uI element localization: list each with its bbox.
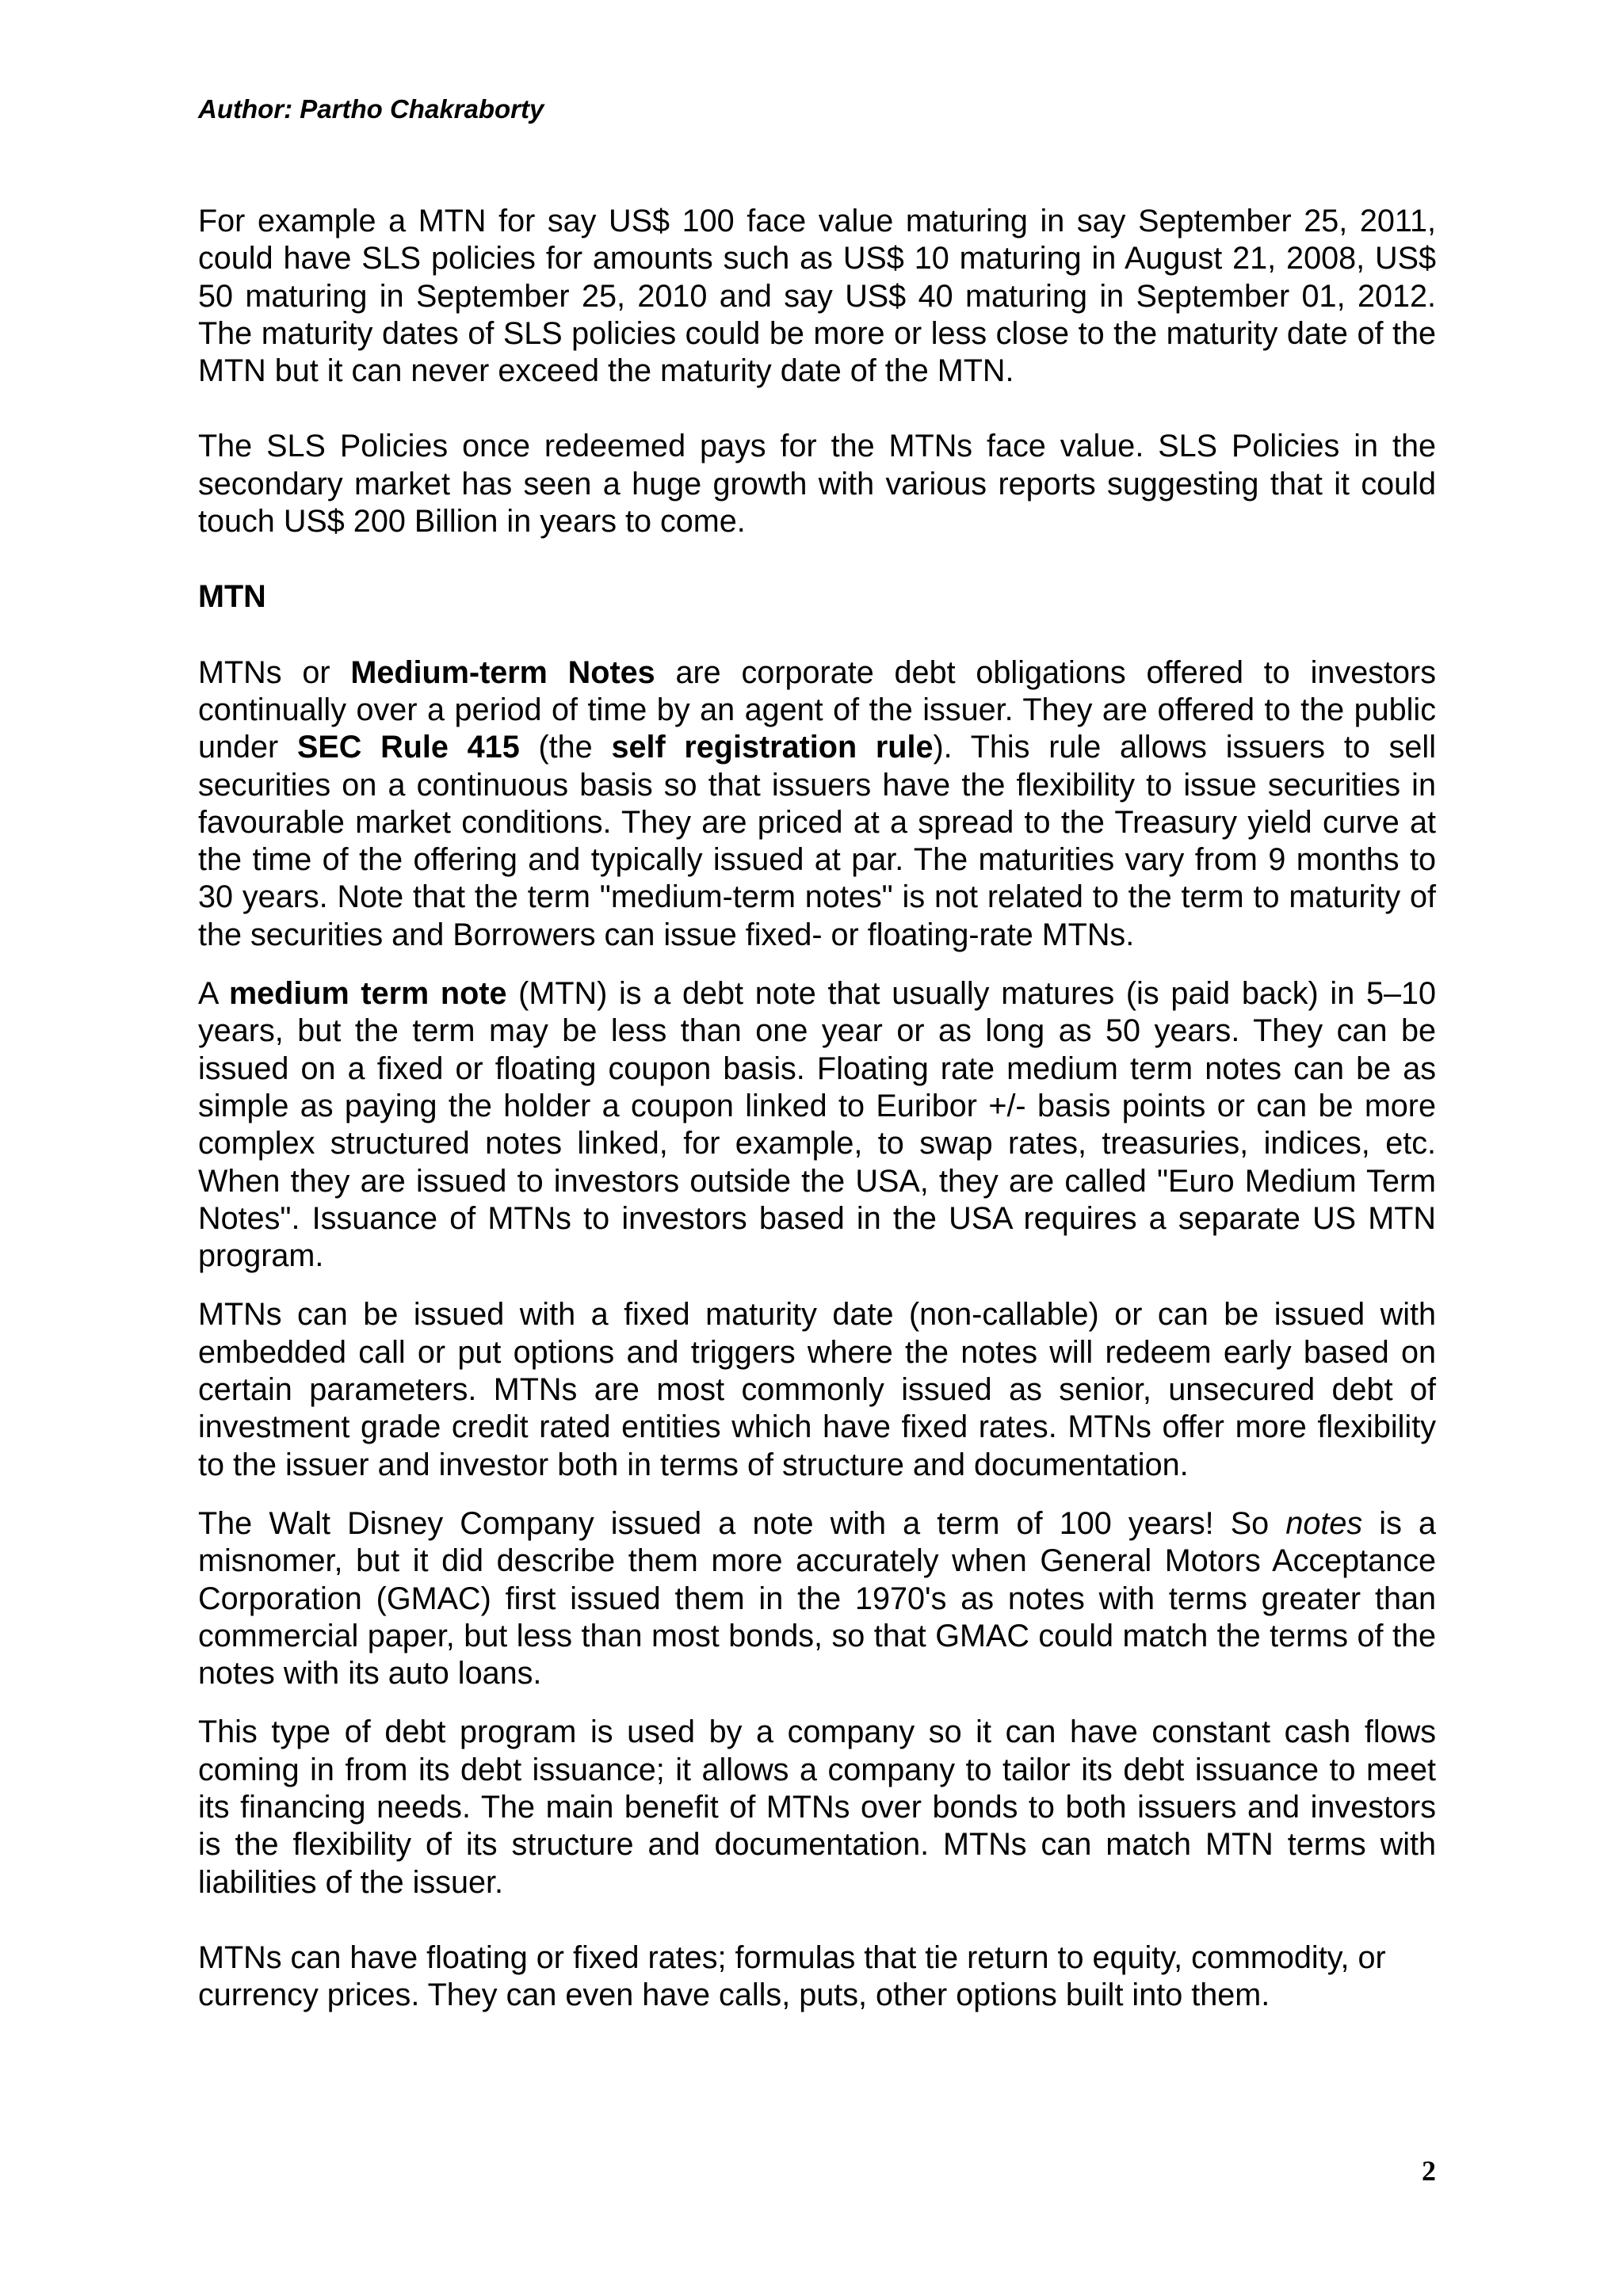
- term-notes: notes: [1285, 1505, 1363, 1541]
- term-self-registration-rule: self registration rule: [611, 730, 934, 765]
- paragraph-mtn-rates: MTNs can have floating or fixed rates; formulas that tie return to equity, commodity, or currency prices. They can even have calls, puts, other options built into them.: [198, 1939, 1386, 2013]
- term-medium-term-notes: Medium-term Notes: [350, 654, 655, 690]
- paragraph-mtn-definition: MTNs or Medium-term Notes are corporate debt obligations offered to investors continually over a period of time by an agent of the issuer. They are offered to the public under SEC Rule 415 (the self registration rule). This rule allows issuers to sell securities on a continuous basis so that issuers have the flexibility to issue securities in favourable market conditions. They are priced at a spread to the Treasury yield curve at the time of the offering and typically issued at par. The maturities vary from 9 months to 30 years. Note that the term "medium-term notes" is not related to the term to maturity of the securities and Borrowers can issue fixed- or floating-rate MTNs.: [198, 654, 1436, 952]
- paragraph-mtn-maturity: A medium term note (MTN) is a debt note that usually matures (is paid back) in 5–10 years, but the term may be less than one year or as long as 50 years. They can be issued on a fixed or floating coupon basis. Floating rate medium term notes can be as simple as paying the holder a coupon linked to Euribor +/- basis points or can be more complex structured notes linked, for example, to swap rates, treasuries, indices, etc. When they are issued to investors outside the USA, they are called "Euro Medium Term Notes". Issuance of MTNs to investors based in the USA requires a separate US MTN program.: [198, 976, 1436, 1274]
- author-header: Author: Partho Chakraborty: [198, 94, 544, 124]
- section-heading-mtn: MTN: [198, 579, 266, 615]
- page-number: 2: [1422, 2155, 1436, 2187]
- term-sec-rule-415: SEC Rule 415: [297, 730, 520, 765]
- paragraph-sls-redemption: The SLS Policies once redeemed pays for the MTNs face value. SLS Policies in the secondary market has seen a huge growth with various reports suggesting that it could touch US$ 200 Billion in years to come.: [198, 429, 1436, 540]
- paragraph-debt-program: This type of debt program is used by a company so it can have constant cash flows coming in from its debt issuance; it allows a company to tailor its debt issuance to meet its financing needs. The main benefit of MTNs over bonds to both issuers and investors is the flexibility of its structure and documentation. MTNs can match MTN terms with liabilities of the issuer.: [198, 1714, 1436, 1900]
- paragraph-mtn-callable: MTNs can be issued with a fixed maturity date (non-callable) or can be issued with embedded call or put options and triggers where the notes will redeem early based on certain parameters. MTNs are most commonly issued as senior, unsecured debt of investment grade credit rated entities which have fixed rates. MTNs offer more flexibility to the issuer and investor both in terms of structure and documentation.: [198, 1297, 1436, 1482]
- paragraph-sls-example: For example a MTN for say US$ 100 face value maturing in say September 25, 2011, could have SLS policies for amounts such as US$ 10 maturing in August 21, 2008, US$ 50 maturing in September 25, 2010 and say US$ 40 maturing in September 01, 2012. The maturity dates of SLS policies could be more or less close to the maturity date of the MTN but it can never exceed the maturity date of the MTN.: [198, 204, 1436, 389]
- paragraph-walt-disney: The Walt Disney Company issued a note with a term of 100 years! So notes is a misnomer, but it did describe them more accurately when General Motors Acceptance Corporation (GMAC) first issued them in the 1970's as notes with terms greater than commercial paper, but less than most bonds, so that GMAC could match the terms of the notes with its auto loans.: [198, 1505, 1436, 1691]
- term-medium-term-note: medium term note: [228, 976, 507, 1012]
- page-content: [198, 203, 1436, 2014]
